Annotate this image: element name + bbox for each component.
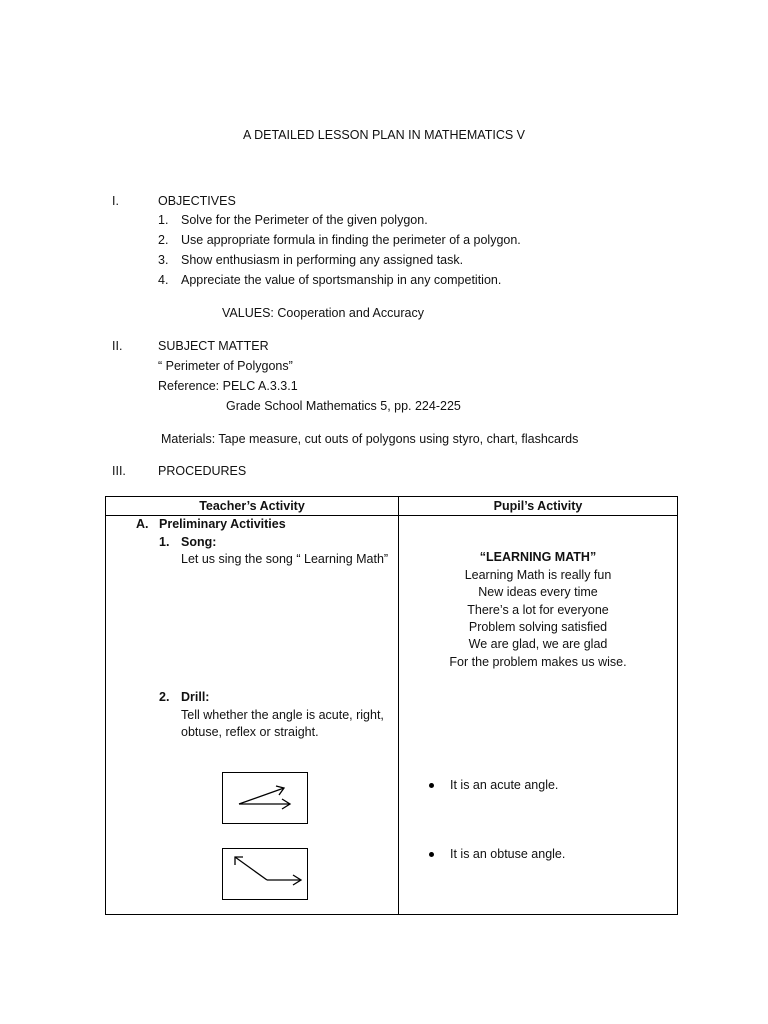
bullet-icon (429, 783, 434, 788)
section-1-heading: OBJECTIVES (158, 194, 236, 208)
values-line: VALUES: Cooperation and Accuracy (222, 306, 424, 320)
bullet-icon (429, 852, 434, 857)
song-line-2: New ideas every time (478, 585, 598, 599)
obtuse-angle-figure (222, 848, 308, 900)
document-title: A DETAILED LESSON PLAN IN MATHEMATICS V (242, 128, 525, 142)
objective-1-text: Solve for the Perimeter of the given polygon. (181, 213, 428, 227)
song-number: 1. (159, 535, 170, 549)
answer-acute: It is an acute angle. (450, 778, 559, 792)
reference-book: Grade School Mathematics 5, pp. 224-225 (226, 399, 461, 413)
song-label: Song: (181, 535, 217, 549)
section-1-numeral: I. (112, 194, 119, 208)
objective-3-number: 3. (158, 253, 169, 267)
objective-4-number: 4. (158, 273, 169, 287)
teacher-activity-header: Teacher’s Activity (199, 499, 305, 513)
drill-number: 2. (159, 690, 170, 704)
song-line-6: For the problem makes us wise. (449, 655, 627, 669)
pupil-activity-header: Pupil’s Activity (493, 499, 583, 513)
song-line-1: Learning Math is really fun (464, 568, 612, 582)
song-instruction: Let us sing the song “ Learning Math” (181, 552, 389, 566)
materials-line: Materials: Tape measure, cut outs of polygons using styro, chart, flashcards (161, 432, 579, 446)
drill-label: Drill: (181, 690, 210, 704)
objective-1-number: 1. (158, 213, 169, 227)
section-2-numeral: II. (112, 339, 123, 353)
section-3-numeral: III. (112, 464, 126, 478)
objective-2-text: Use appropriate formula in finding the perimeter of a polygon. (181, 233, 521, 247)
song-line-3: There’s a lot for everyone (467, 603, 609, 617)
song-line-4: Problem solving satisfied (468, 620, 608, 634)
section-3-heading: PROCEDURES (158, 464, 247, 478)
part-a-label: Preliminary Activities (159, 517, 286, 531)
procedures-table (105, 496, 678, 915)
objective-4-text: Appreciate the value of sportsmanship in any competition. (181, 273, 502, 287)
song-line-5: We are glad, we are glad (468, 637, 608, 651)
answer-obtuse: It is an obtuse angle. (450, 847, 566, 861)
obtuse-angle-icon (223, 849, 307, 899)
acute-angle-icon (223, 773, 307, 823)
objective-3-text: Show enthusiasm in performing any assigned task. (181, 253, 464, 267)
acute-angle-figure (222, 772, 308, 824)
drill-instruction-line-1: Tell whether the angle is acute, right, (181, 708, 384, 722)
drill-instruction-line-2: obtuse, reflex or straight. (181, 725, 319, 739)
section-2-heading: SUBJECT MATTER (158, 339, 269, 353)
part-a-letter: A. (136, 517, 149, 531)
reference-line: Reference: PELC A.3.3.1 (158, 379, 298, 393)
song-title: “LEARNING MATH” (479, 550, 597, 564)
objective-2-number: 2. (158, 233, 169, 247)
subject-topic: “ Perimeter of Polygons” (158, 359, 293, 373)
